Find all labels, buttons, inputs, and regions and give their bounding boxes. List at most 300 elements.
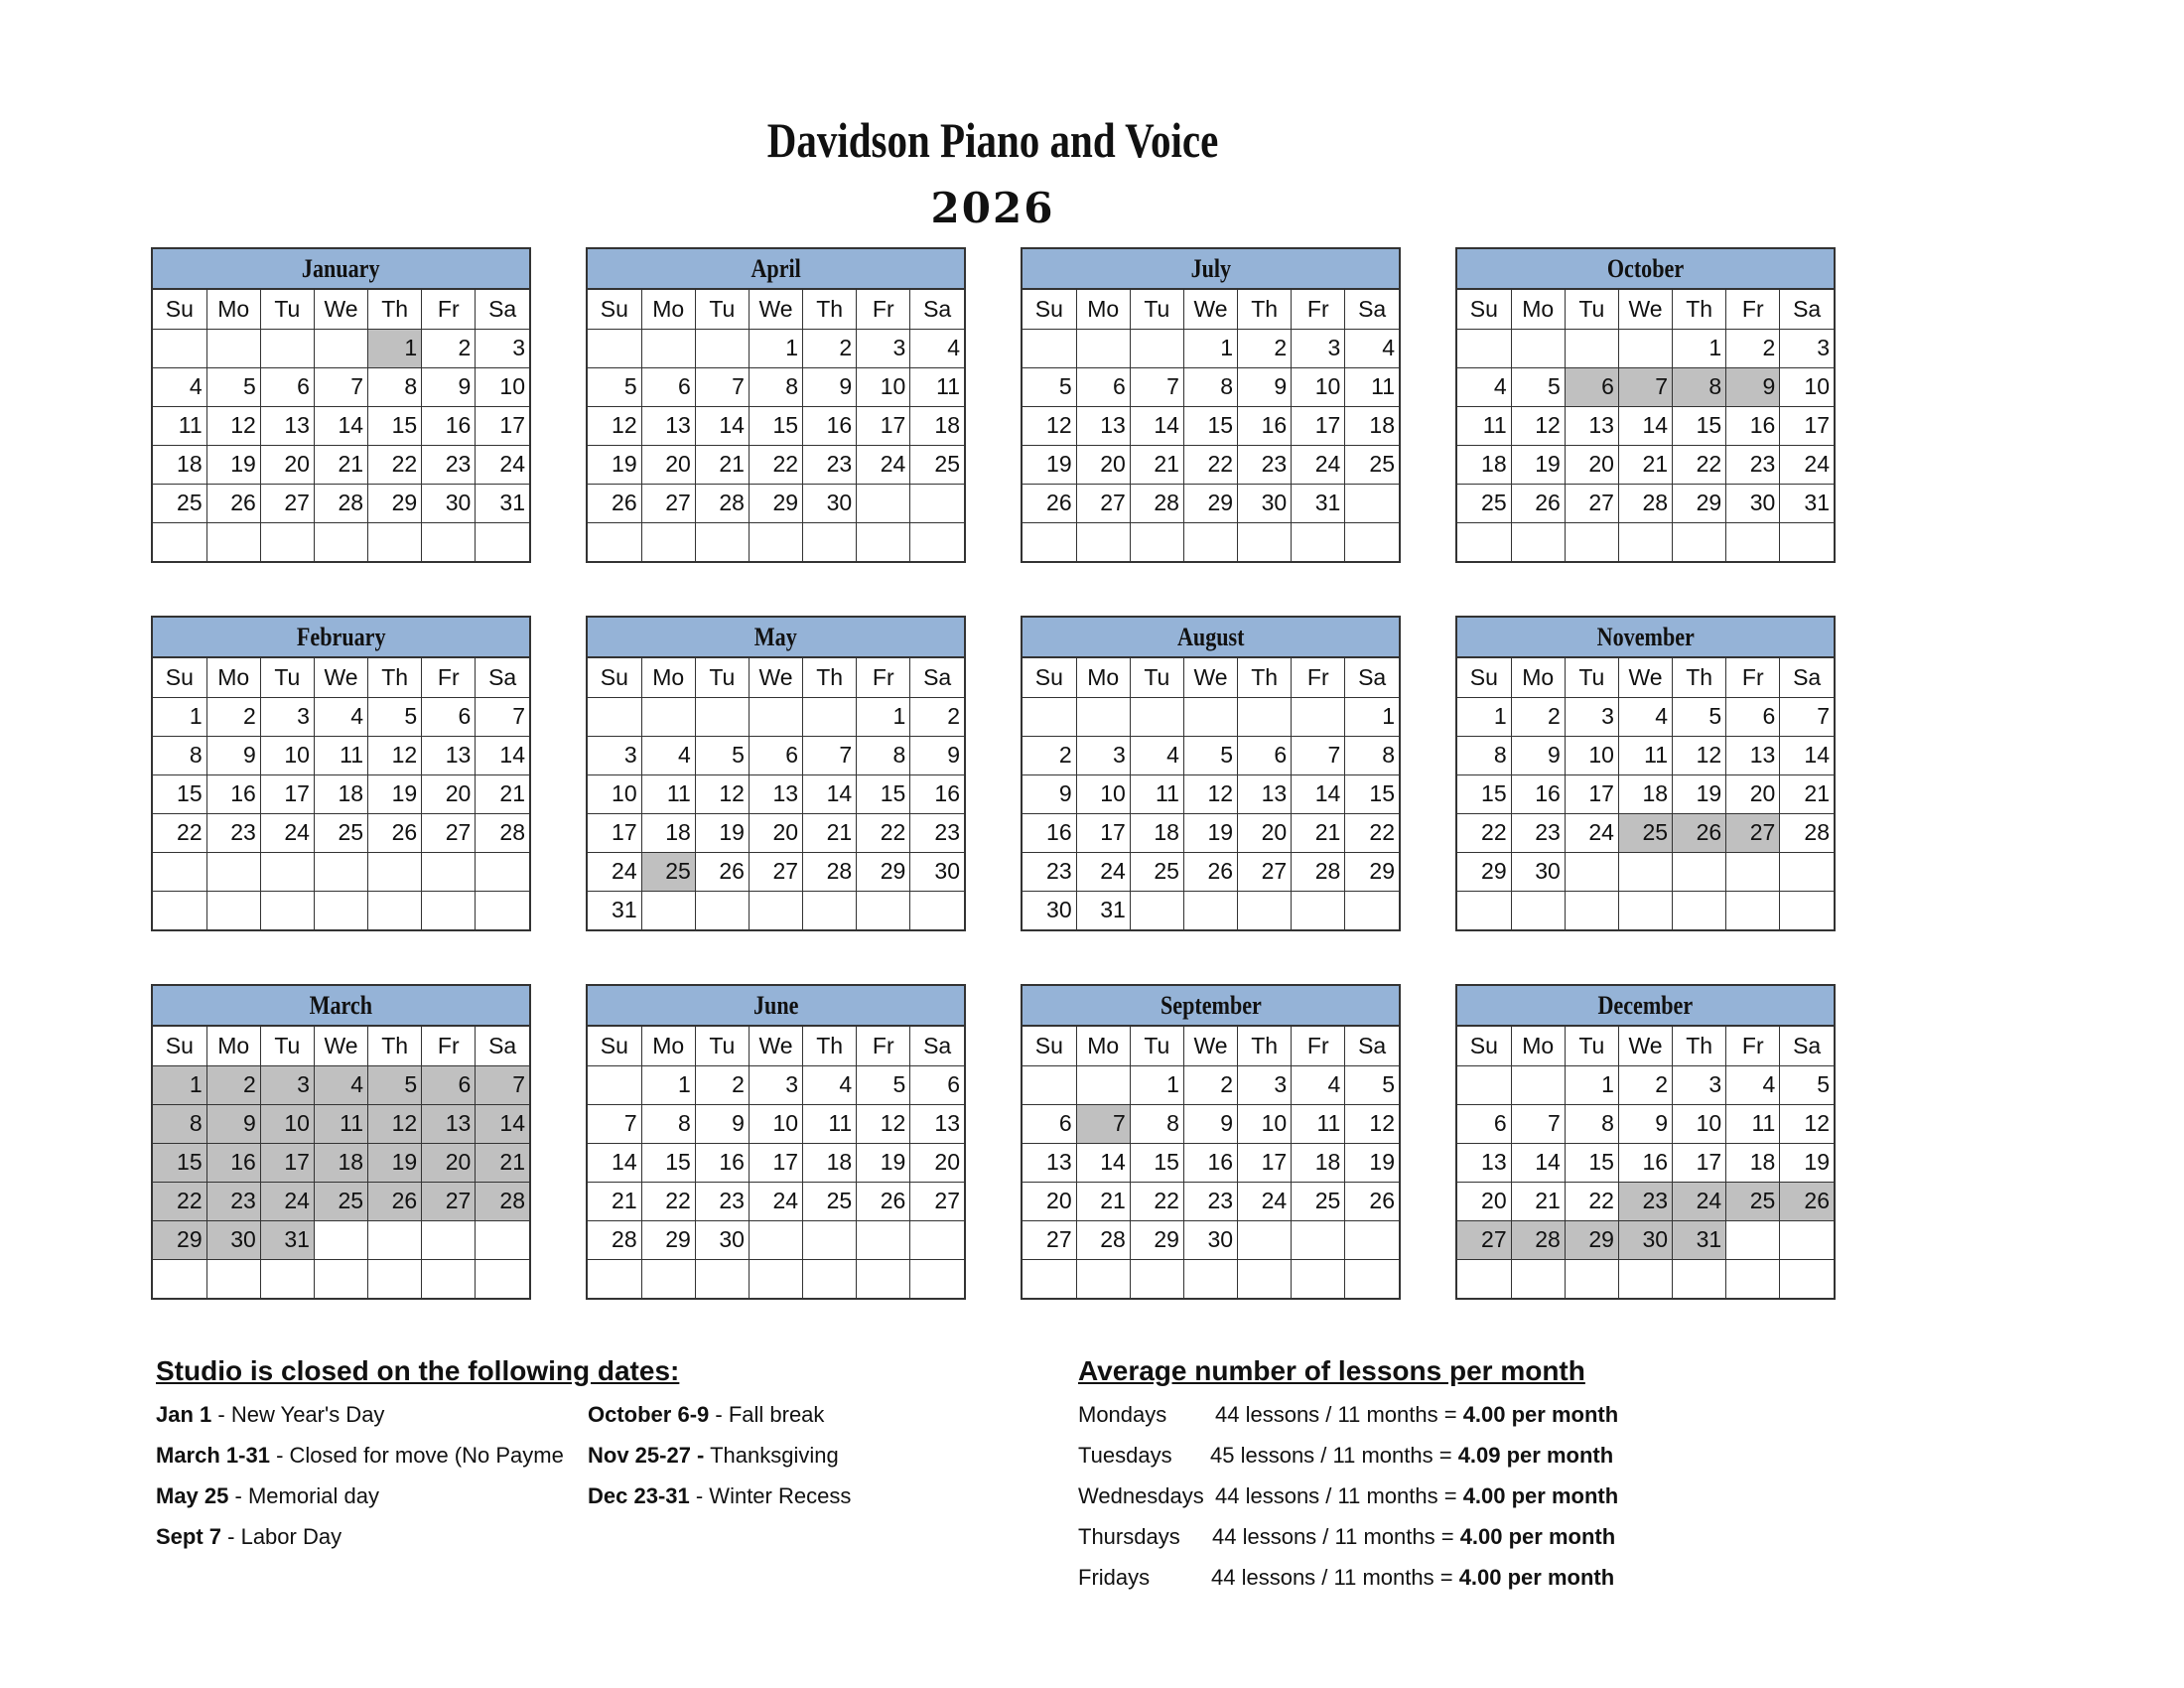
empty-cell [749, 1220, 802, 1259]
day-cell: 14 [803, 774, 857, 813]
empty-cell [1618, 522, 1672, 561]
month-name: September [1023, 986, 1399, 1027]
day-cell: 6 [1726, 697, 1780, 736]
weekday-header: Fr [1292, 658, 1345, 697]
day-cell: 16 [1023, 813, 1076, 852]
empty-cell [260, 329, 314, 367]
day-cell: 25 [1292, 1182, 1345, 1220]
day-cell: 28 [803, 852, 857, 891]
empty-cell [1511, 1065, 1565, 1104]
empty-cell [910, 484, 964, 522]
empty-cell [422, 852, 476, 891]
weekday-header: Fr [857, 290, 910, 329]
weekday-header: Th [803, 1027, 857, 1065]
day-cell: 14 [314, 406, 367, 445]
day-cell: 15 [1183, 406, 1237, 445]
day-cell: 1 [857, 697, 910, 736]
lesson-average: 4.00 per month [1462, 1483, 1619, 1508]
day-cell: 24 [1292, 445, 1345, 484]
month-february [151, 616, 531, 931]
weekday-header: Th [368, 1027, 422, 1065]
day-cell: 23 [1511, 813, 1565, 852]
day-cell: 14 [588, 1143, 641, 1182]
day-cell: 22 [368, 445, 422, 484]
empty-cell [314, 329, 367, 367]
empty-cell [1345, 522, 1399, 561]
empty-cell [803, 1259, 857, 1298]
day-cell: 11 [1130, 774, 1183, 813]
lesson-day: Fridays [1078, 1565, 1151, 1590]
empty-cell [1673, 1259, 1726, 1298]
empty-cell [695, 697, 749, 736]
day-cell: 17 [1076, 813, 1130, 852]
month-january [151, 247, 531, 563]
day-cell: 26 [857, 1182, 910, 1220]
weekday-header: Sa [476, 290, 529, 329]
day-cell: 23 [910, 813, 964, 852]
day-cell: 10 [1292, 367, 1345, 406]
day-cell: 9 [803, 367, 857, 406]
empty-cell [1618, 891, 1672, 929]
day-cell: 10 [588, 774, 641, 813]
day-cell: 15 [1345, 774, 1399, 813]
closed-day-cell: 20 [422, 1143, 476, 1182]
day-cell: 12 [695, 774, 749, 813]
weekday-header: Tu [695, 290, 749, 329]
empty-cell [1565, 1259, 1618, 1298]
day-cell: 20 [422, 774, 476, 813]
day-cell: 9 [422, 367, 476, 406]
day-cell: 16 [1511, 774, 1565, 813]
weekday-header: Su [1023, 290, 1076, 329]
day-cell: 30 [1183, 1220, 1237, 1259]
month-april [586, 247, 966, 563]
month-june [586, 984, 966, 1300]
day-cell: 6 [422, 697, 476, 736]
empty-cell [1780, 891, 1834, 929]
empty-cell [1726, 1259, 1780, 1298]
closed-day-cell: 6 [422, 1065, 476, 1104]
day-cell: 25 [1130, 852, 1183, 891]
empty-cell [910, 1259, 964, 1298]
empty-cell [153, 852, 206, 891]
lesson-day: Wednesdays [1078, 1483, 1204, 1508]
empty-cell [1023, 1065, 1076, 1104]
closed-desc: - Winter Recess [689, 1483, 852, 1508]
day-cell: 21 [588, 1182, 641, 1220]
empty-cell [260, 891, 314, 929]
weekday-header: Tu [1130, 1027, 1183, 1065]
day-cell: 13 [910, 1104, 964, 1143]
empty-cell [206, 329, 260, 367]
day-cell: 8 [1345, 736, 1399, 774]
day-cell: 8 [749, 367, 802, 406]
empty-cell [1457, 522, 1511, 561]
closed-day-cell: 29 [153, 1220, 206, 1259]
day-cell: 17 [1292, 406, 1345, 445]
month-name: April [588, 249, 964, 290]
closed-day-cell: 7 [1618, 367, 1672, 406]
weekday-header: Sa [1780, 1027, 1834, 1065]
day-cell: 8 [1565, 1104, 1618, 1143]
day-cell: 10 [857, 367, 910, 406]
empty-cell [910, 891, 964, 929]
day-cell: 29 [1130, 1220, 1183, 1259]
day-cell: 16 [206, 774, 260, 813]
empty-cell [695, 329, 749, 367]
day-cell: 12 [1345, 1104, 1399, 1143]
empty-cell [1673, 522, 1726, 561]
day-cell: 6 [1076, 367, 1130, 406]
empty-cell [1511, 1259, 1565, 1298]
day-cell: 28 [1780, 813, 1834, 852]
weekday-header: Su [153, 658, 206, 697]
closed-day-cell: 5 [368, 1065, 422, 1104]
empty-cell [749, 1259, 802, 1298]
day-cell: 23 [422, 445, 476, 484]
day-cell: 20 [1457, 1182, 1511, 1220]
day-cell: 5 [1345, 1065, 1399, 1104]
day-cell: 23 [206, 813, 260, 852]
empty-cell [1076, 329, 1130, 367]
empty-cell [1076, 1065, 1130, 1104]
day-cell: 17 [749, 1143, 802, 1182]
closed-day-cell: 22 [153, 1182, 206, 1220]
day-cell: 17 [1565, 774, 1618, 813]
day-cell: 15 [857, 774, 910, 813]
day-cell: 29 [641, 1220, 695, 1259]
day-cell: 22 [641, 1182, 695, 1220]
empty-cell [476, 1220, 529, 1259]
empty-cell [1673, 852, 1726, 891]
day-cell: 14 [1076, 1143, 1130, 1182]
empty-cell [857, 522, 910, 561]
day-cell: 22 [1673, 445, 1726, 484]
empty-cell [1565, 522, 1618, 561]
day-cell: 8 [1183, 367, 1237, 406]
day-cell: 20 [1076, 445, 1130, 484]
closed-day-cell: 9 [206, 1104, 260, 1143]
day-cell: 7 [314, 367, 367, 406]
day-cell: 25 [314, 813, 367, 852]
day-cell: 5 [588, 367, 641, 406]
day-cell: 12 [588, 406, 641, 445]
closed-day-cell: 13 [422, 1104, 476, 1143]
empty-cell [1457, 329, 1511, 367]
weekday-header: Sa [476, 658, 529, 697]
empty-cell [641, 329, 695, 367]
weekday-header: Th [1673, 1027, 1726, 1065]
weekday-header: Mo [641, 290, 695, 329]
empty-cell [153, 891, 206, 929]
closed-day-cell: 25 [1726, 1182, 1780, 1220]
day-cell: 27 [260, 484, 314, 522]
weekday-header: Mo [1511, 1027, 1565, 1065]
day-cell: 5 [1511, 367, 1565, 406]
empty-cell [910, 522, 964, 561]
day-cell: 4 [153, 367, 206, 406]
empty-cell [1238, 1259, 1292, 1298]
month-name: January [153, 249, 529, 290]
day-cell: 11 [153, 406, 206, 445]
lesson-average: 4.00 per month [1462, 1402, 1619, 1427]
day-cell: 16 [695, 1143, 749, 1182]
day-cell: 20 [749, 813, 802, 852]
closed-day-cell: 10 [260, 1104, 314, 1143]
closed-day-cell: 28 [1511, 1220, 1565, 1259]
empty-cell [1238, 1220, 1292, 1259]
day-cell: 31 [1780, 484, 1834, 522]
day-cell: 13 [749, 774, 802, 813]
calendar-year: 2026 [930, 184, 1055, 232]
day-cell: 24 [476, 445, 529, 484]
day-cell: 8 [857, 736, 910, 774]
day-cell: 16 [1183, 1143, 1237, 1182]
day-cell: 18 [1130, 813, 1183, 852]
closed-desc: - Closed for move (No Payme [269, 1443, 564, 1468]
day-cell: 15 [153, 774, 206, 813]
closed-day-cell: 27 [1726, 813, 1780, 852]
day-cell: 27 [1023, 1220, 1076, 1259]
weekday-header: Tu [260, 658, 314, 697]
day-cell: 15 [1130, 1143, 1183, 1182]
month-name: March [153, 986, 529, 1027]
weekday-header: Th [803, 290, 857, 329]
day-cell: 2 [695, 1065, 749, 1104]
day-cell: 4 [910, 329, 964, 367]
weekday-header: Su [1457, 658, 1511, 697]
day-cell: 4 [1345, 329, 1399, 367]
empty-cell [588, 329, 641, 367]
day-cell: 26 [695, 852, 749, 891]
day-cell: 3 [857, 329, 910, 367]
day-cell: 18 [314, 774, 367, 813]
day-cell: 7 [1292, 736, 1345, 774]
day-cell: 24 [857, 445, 910, 484]
empty-cell [1130, 697, 1183, 736]
empty-cell [1130, 891, 1183, 929]
day-cell: 18 [803, 1143, 857, 1182]
weekday-header: Sa [910, 1027, 964, 1065]
day-cell: 27 [1238, 852, 1292, 891]
day-cell: 22 [857, 813, 910, 852]
day-cell: 10 [260, 736, 314, 774]
day-cell: 4 [641, 736, 695, 774]
month-name: December [1457, 986, 1834, 1027]
day-cell: 6 [1023, 1104, 1076, 1143]
empty-cell [422, 891, 476, 929]
empty-cell [1183, 522, 1237, 561]
day-cell: 7 [803, 736, 857, 774]
month-november [1455, 616, 1836, 931]
weekday-header: We [314, 290, 367, 329]
day-cell: 21 [1076, 1182, 1130, 1220]
day-cell: 23 [1183, 1182, 1237, 1220]
day-cell: 8 [153, 736, 206, 774]
day-cell: 2 [1238, 329, 1292, 367]
empty-cell [1130, 1259, 1183, 1298]
weekday-header: Mo [206, 658, 260, 697]
day-cell: 1 [1130, 1065, 1183, 1104]
day-cell: 25 [803, 1182, 857, 1220]
day-cell: 25 [910, 445, 964, 484]
day-cell: 3 [260, 697, 314, 736]
day-cell: 8 [1457, 736, 1511, 774]
closed-day-cell: 24 [1673, 1182, 1726, 1220]
weekday-header: Fr [1726, 1027, 1780, 1065]
day-cell: 30 [1023, 891, 1076, 929]
empty-cell [1726, 522, 1780, 561]
day-cell: 6 [1457, 1104, 1511, 1143]
empty-cell [588, 1065, 641, 1104]
empty-cell [206, 1259, 260, 1298]
month-name: November [1457, 618, 1834, 658]
empty-cell [1618, 852, 1672, 891]
closed-day-cell: 29 [1565, 1220, 1618, 1259]
empty-cell [1292, 891, 1345, 929]
empty-cell [1726, 852, 1780, 891]
empty-cell [476, 891, 529, 929]
empty-cell [641, 891, 695, 929]
day-cell: 30 [803, 484, 857, 522]
weekday-header: Sa [1780, 658, 1834, 697]
month-name: July [1023, 249, 1399, 290]
lesson-average: 4.00 per month [1459, 1524, 1616, 1549]
day-cell: 24 [588, 852, 641, 891]
day-cell: 18 [1618, 774, 1672, 813]
month-july [1021, 247, 1401, 563]
day-cell: 19 [1023, 445, 1076, 484]
day-cell: 2 [422, 329, 476, 367]
day-cell: 14 [695, 406, 749, 445]
day-cell: 26 [1345, 1182, 1399, 1220]
weekday-header: Mo [206, 290, 260, 329]
day-cell: 23 [803, 445, 857, 484]
day-cell: 13 [1565, 406, 1618, 445]
day-cell: 30 [1726, 484, 1780, 522]
empty-cell [1292, 522, 1345, 561]
day-cell: 19 [1673, 774, 1726, 813]
empty-cell [1076, 697, 1130, 736]
month-september [1021, 984, 1401, 1300]
lesson-calc: 44 lessons / 11 months = 4.00 per month [1212, 1524, 1616, 1549]
closed-day-cell: 17 [260, 1143, 314, 1182]
day-cell: 2 [1023, 736, 1076, 774]
closed-date: Sept 7 [156, 1524, 222, 1549]
day-cell: 20 [910, 1143, 964, 1182]
empty-cell [206, 891, 260, 929]
day-cell: 28 [476, 813, 529, 852]
empty-cell [803, 1220, 857, 1259]
day-cell: 5 [695, 736, 749, 774]
day-cell: 20 [1565, 445, 1618, 484]
empty-cell [803, 891, 857, 929]
weekday-header: Mo [641, 1027, 695, 1065]
day-cell: 18 [1292, 1143, 1345, 1182]
lessons-heading: Average number of lessons per month [1078, 1355, 1585, 1386]
day-cell: 21 [476, 774, 529, 813]
empty-cell [1511, 891, 1565, 929]
day-cell: 8 [641, 1104, 695, 1143]
day-cell: 19 [368, 774, 422, 813]
closed-item [156, 1402, 583, 1428]
day-cell: 9 [1238, 367, 1292, 406]
empty-cell [1076, 1259, 1130, 1298]
closed-day-cell: 31 [260, 1220, 314, 1259]
empty-cell [749, 522, 802, 561]
weekday-header: We [314, 1027, 367, 1065]
weekday-header: Mo [1511, 290, 1565, 329]
day-cell: 10 [1238, 1104, 1292, 1143]
empty-cell [1345, 1220, 1399, 1259]
day-cell: 8 [368, 367, 422, 406]
day-cell: 21 [1130, 445, 1183, 484]
empty-cell [1023, 697, 1076, 736]
empty-cell [1565, 852, 1618, 891]
closed-day-cell: 27 [1457, 1220, 1511, 1259]
closed-date: Dec 23-31 [588, 1483, 690, 1508]
day-cell: 1 [1457, 697, 1511, 736]
lesson-day: Mondays [1078, 1402, 1167, 1427]
day-cell: 21 [695, 445, 749, 484]
day-cell: 4 [314, 697, 367, 736]
empty-cell [803, 522, 857, 561]
day-cell: 5 [1673, 697, 1726, 736]
empty-cell [749, 891, 802, 929]
day-cell: 11 [910, 367, 964, 406]
day-cell: 25 [1457, 484, 1511, 522]
day-cell: 5 [206, 367, 260, 406]
day-cell: 11 [641, 774, 695, 813]
day-cell: 5 [1780, 1065, 1834, 1104]
day-cell: 28 [695, 484, 749, 522]
day-cell: 22 [1457, 813, 1511, 852]
lesson-average: 4.09 per month [1457, 1443, 1614, 1468]
weekday-header: Fr [422, 1027, 476, 1065]
weekday-header: Fr [1726, 290, 1780, 329]
empty-cell [1076, 522, 1130, 561]
empty-cell [1780, 522, 1834, 561]
closed-day-cell: 26 [1780, 1182, 1834, 1220]
day-cell: 20 [260, 445, 314, 484]
day-cell: 18 [1345, 406, 1399, 445]
day-cell: 30 [695, 1220, 749, 1259]
closed-day-cell: 24 [260, 1182, 314, 1220]
day-cell: 12 [1511, 406, 1565, 445]
day-cell: 6 [641, 367, 695, 406]
closed-day-cell: 1 [153, 1065, 206, 1104]
empty-cell [476, 1259, 529, 1298]
day-cell: 3 [1076, 736, 1130, 774]
day-cell: 2 [206, 697, 260, 736]
closed-day-cell: 12 [368, 1104, 422, 1143]
day-cell: 16 [1238, 406, 1292, 445]
day-cell: 7 [695, 367, 749, 406]
month-march [151, 984, 531, 1300]
day-cell: 17 [260, 774, 314, 813]
month-may [586, 616, 966, 931]
day-cell: 11 [314, 736, 367, 774]
weekday-header: Tu [260, 290, 314, 329]
day-cell: 4 [1130, 736, 1183, 774]
day-cell: 12 [1023, 406, 1076, 445]
closed-dates-heading: Studio is closed on the following dates: [156, 1355, 680, 1386]
empty-cell [206, 522, 260, 561]
empty-cell [1023, 1259, 1076, 1298]
day-cell: 16 [1618, 1143, 1672, 1182]
weekday-header: Tu [1565, 290, 1618, 329]
day-cell: 19 [1183, 813, 1237, 852]
